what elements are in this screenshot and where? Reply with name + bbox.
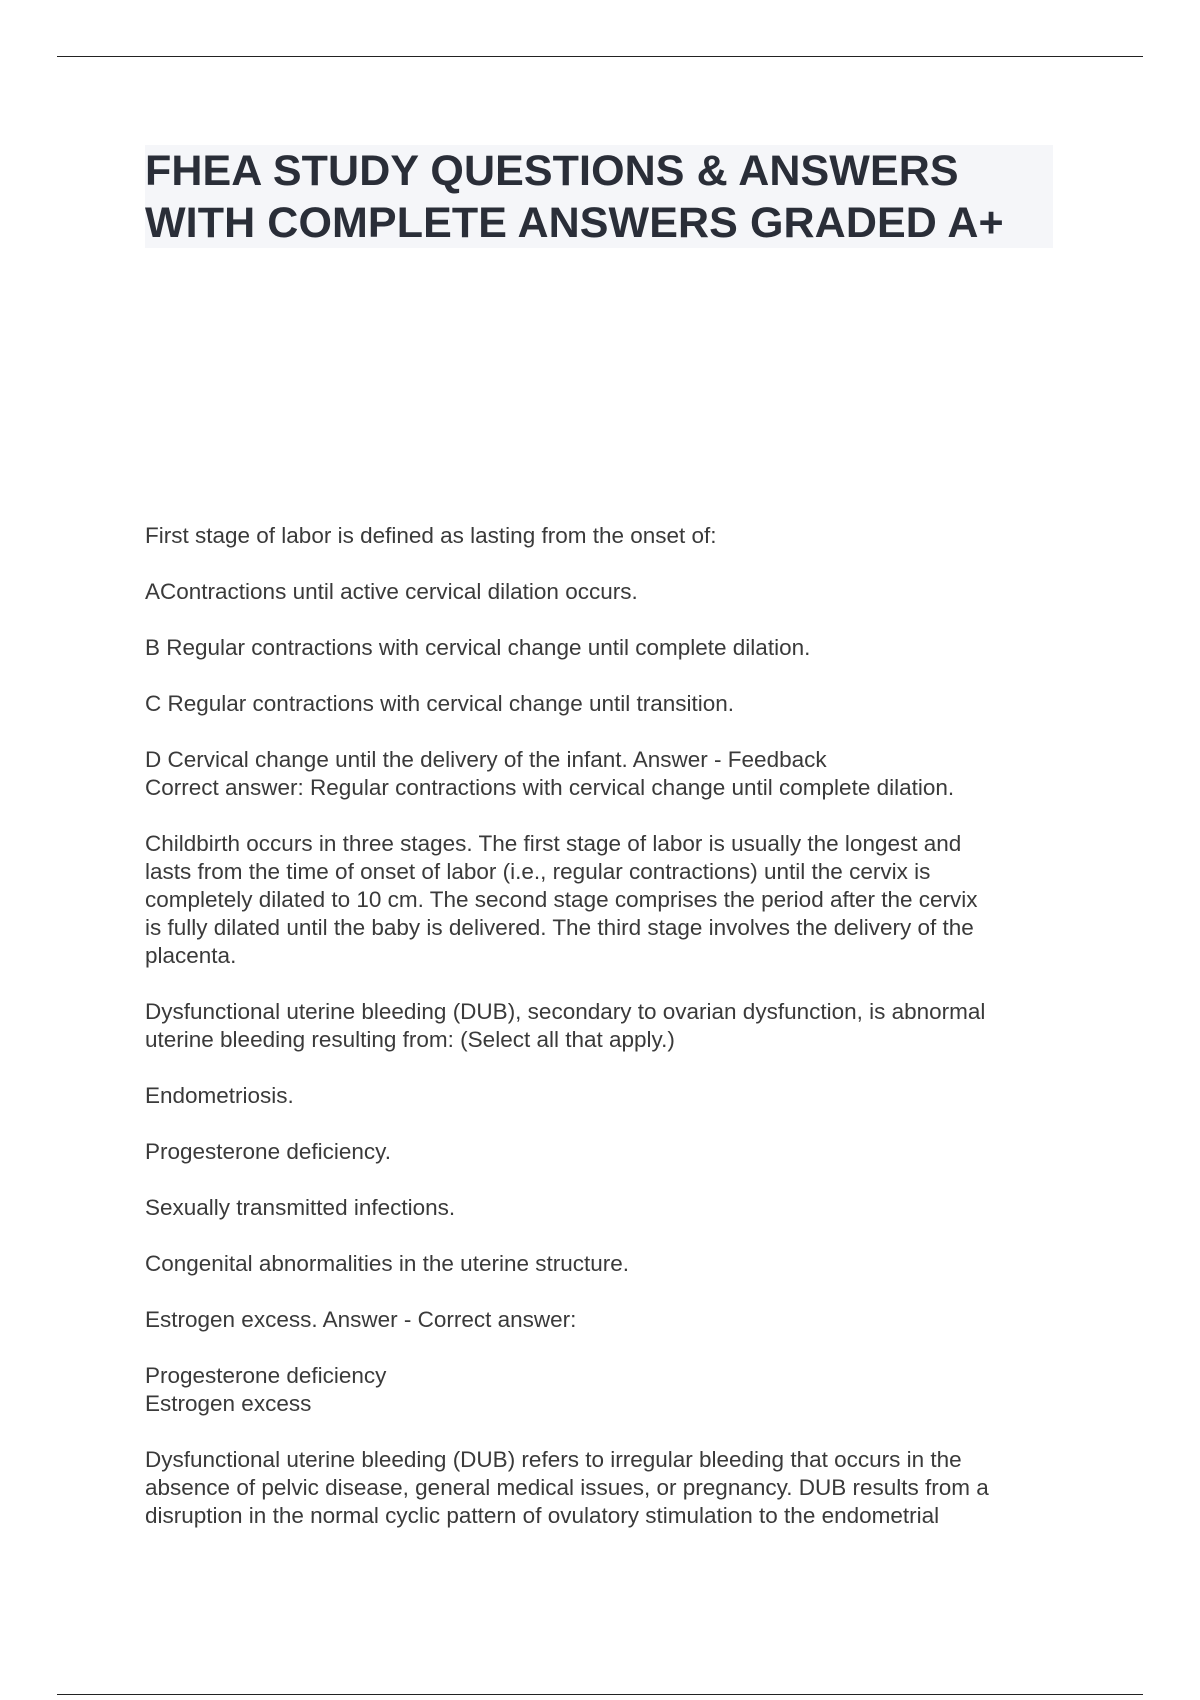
question-1-option-b: [145, 634, 1075, 662]
text-line: absence of pelvic disease, general medical issues, or pregnancy. DUB results from a: [145, 1475, 989, 1500]
text-line: First stage of labor is defined as lasting from the onset of:: [145, 523, 717, 548]
footer-rule: [57, 1694, 1143, 1695]
text-line: Progesterone deficiency.: [145, 1139, 391, 1164]
question-2-option: [145, 1138, 1075, 1166]
text-line: uterine bleeding resulting from: (Select all that apply.): [145, 1027, 675, 1052]
document-body: [145, 522, 1075, 1558]
text-line: Congenital abnormalities in the uterine structure.: [145, 1251, 630, 1276]
question-1-stem: [145, 522, 1075, 550]
text-line: placenta.: [145, 943, 237, 968]
text-line: is fully dilated until the baby is delivered. The third stage involves the delivery of the: [145, 915, 974, 940]
document-title: [145, 145, 1053, 249]
title-block: [145, 145, 1053, 248]
text-line: Progesterone deficiency: [145, 1363, 387, 1388]
text-line: Childbirth occurs in three stages. The first stage of labor is usually the longest and: [145, 831, 962, 856]
text-line: B Regular contractions with cervical change until complete dilation.: [145, 635, 811, 660]
text-line: Sexually transmitted infections.: [145, 1195, 456, 1220]
title-line: FHEA STUDY QUESTIONS & ANSWERS: [145, 147, 959, 195]
text-line: Endometriosis.: [145, 1083, 294, 1108]
text-line: AContractions until active cervical dilation occurs.: [145, 579, 638, 604]
question-2-stem: [145, 998, 1075, 1054]
question-2-option: [145, 1194, 1075, 1222]
text-line: D Cervical change until the delivery of the infant. Answer - Feedback: [145, 747, 827, 772]
text-line: lasts from the time of onset of labor (i.e., regular contractions) until the cervix is: [145, 859, 931, 884]
question-2-explanation: [145, 1446, 1075, 1530]
question-2-option: [145, 1082, 1075, 1110]
text-line: completely dilated to 10 cm. The second stage comprises the period after the cervix: [145, 887, 978, 912]
question-1-option-a: [145, 578, 1075, 606]
question-1-option-d-answer: [145, 746, 1075, 802]
text-line: Dysfunctional uterine bleeding (DUB), secondary to ovarian dysfunction, is abnormal: [145, 999, 986, 1024]
text-line: C Regular contractions with cervical change until transition.: [145, 691, 735, 716]
question-1-option-c: [145, 690, 1075, 718]
header-rule: [57, 56, 1143, 57]
text-line: Estrogen excess. Answer - Correct answer:: [145, 1307, 577, 1332]
text-line: Estrogen excess: [145, 1391, 312, 1416]
question-2-correct-answers: [145, 1362, 1075, 1418]
text-line: Correct answer: Regular contractions with cervical change until complete dilation.: [145, 775, 955, 800]
title-line: WITH COMPLETE ANSWERS GRADED A+: [145, 199, 1004, 247]
question-2-option-answer: [145, 1306, 1075, 1334]
question-1-explanation: [145, 830, 1075, 970]
question-2-option: [145, 1250, 1075, 1278]
text-line: disruption in the normal cyclic pattern of ovulatory stimulation to the endometrial: [145, 1503, 940, 1528]
text-line: Dysfunctional uterine bleeding (DUB) refers to irregular bleeding that occurs in the: [145, 1447, 962, 1472]
